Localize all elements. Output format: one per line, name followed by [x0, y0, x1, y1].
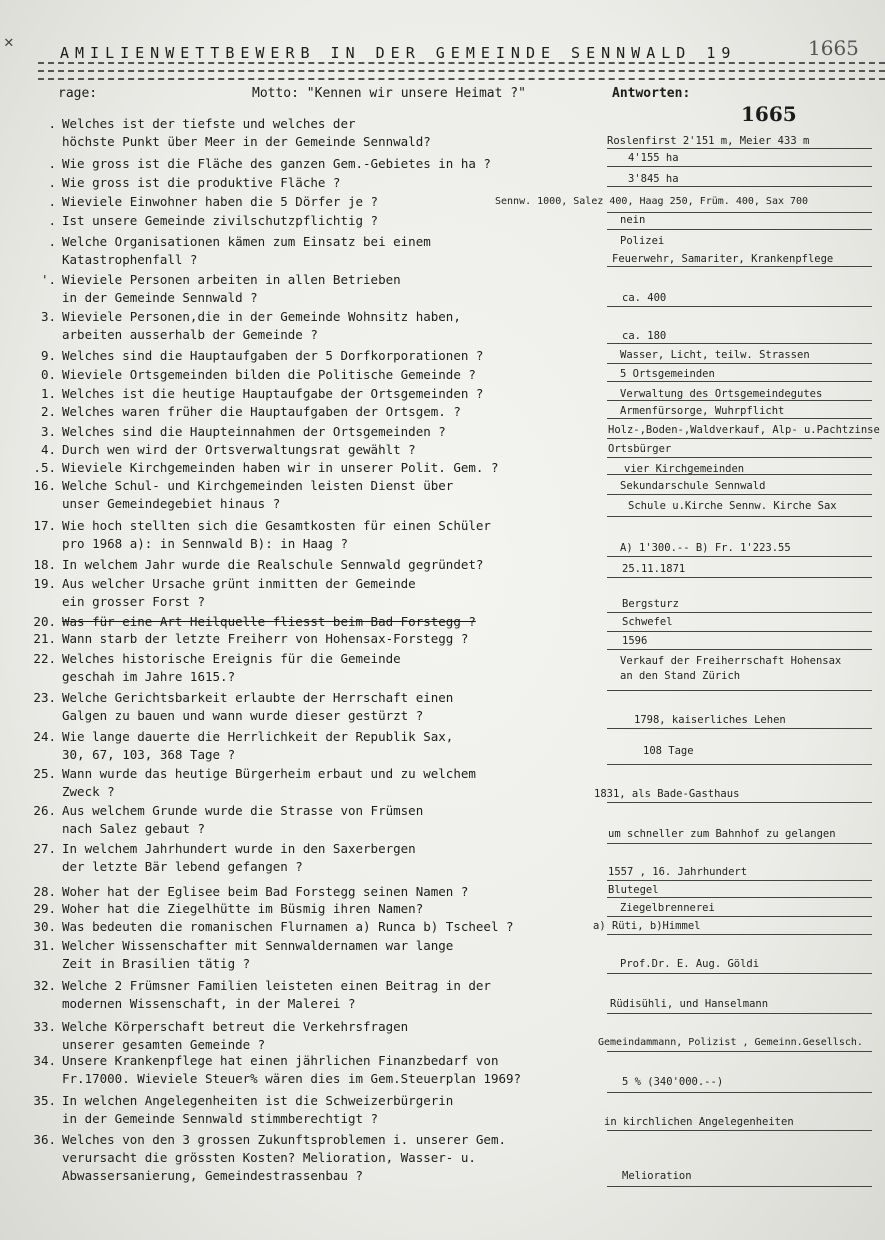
answer-13: Holz-,Boden-,Waldverkauf, Alp- u.Pachtzinse	[608, 424, 880, 436]
answer-line	[607, 649, 872, 650]
question-line: pro 1968 a): in Sennwald B): in Haag ?	[62, 536, 348, 551]
question-text	[62, 918, 602, 936]
answer-15: vier Kirchgemeinden	[624, 463, 745, 475]
answer-5: nein	[620, 214, 646, 226]
question-text	[62, 233, 602, 269]
answer-27: 1557 , 16. Jahrhundert	[608, 866, 748, 878]
question-item	[0, 347, 600, 365]
question-line: höchste Punkt über Meer in der Gemeinde Sennwald?	[62, 134, 431, 149]
answer-20: Schwefel	[622, 616, 673, 628]
antworten-label: Antworten:	[612, 86, 691, 101]
question-item	[0, 937, 600, 973]
question-text	[62, 155, 602, 173]
divider	[38, 78, 885, 80]
answer-7: ca. 400	[622, 292, 667, 304]
question-number: 24.	[33, 729, 56, 744]
question-line: in der Gemeinde Sennwald ?	[62, 290, 258, 305]
answer-line	[607, 556, 872, 557]
question-item	[0, 517, 600, 553]
question-text	[62, 385, 602, 403]
question-line: Aus welchem Grunde wurde die Strasse von Frümsen	[62, 803, 424, 818]
divider	[38, 70, 885, 72]
question-text	[62, 459, 602, 477]
answer-line	[607, 934, 872, 935]
question-number: 20.	[33, 614, 56, 629]
corner-mark: ✕	[4, 32, 14, 51]
question-item	[0, 1092, 600, 1128]
question-line: Galgen zu bauen und wann wurde dieser gestürzt ?	[62, 708, 424, 723]
question-line: Abwassersanierung, Gemeindestrassenbau ?	[62, 1168, 364, 1183]
question-item	[0, 271, 600, 307]
question-item	[0, 630, 600, 648]
question-text	[62, 477, 602, 513]
question-item	[0, 900, 600, 918]
question-text	[62, 689, 602, 725]
question-line: Wie gross ist die Fläche des ganzen Gem.-Gebietes in ha ?	[62, 156, 491, 171]
answer-line	[607, 494, 872, 495]
question-item	[0, 650, 600, 686]
question-number: 34.	[33, 1053, 56, 1068]
question-text	[62, 575, 602, 611]
answer-33: Gemeindammann, Polizist , Gemeinn.Gesellsch.	[598, 1037, 863, 1048]
question-text	[62, 366, 602, 384]
question-item	[0, 441, 600, 459]
form-number: 1665	[741, 102, 797, 126]
question-item	[0, 385, 600, 403]
question-line: Wieviele Ortsgemeinden bilden die Politische Gemeinde ?	[62, 367, 476, 382]
question-text	[62, 403, 602, 421]
answer-17: A) 1'300.-- B) Fr. 1'223.55	[620, 542, 791, 554]
question-number: 16.	[33, 478, 56, 493]
question-number: 29.	[33, 901, 56, 916]
question-item	[0, 918, 600, 936]
question-text	[62, 556, 602, 574]
question-number: 22.	[33, 651, 56, 666]
question-number: 0.	[40, 367, 56, 382]
answer-line	[607, 212, 872, 213]
answer-line	[607, 916, 872, 917]
question-item	[0, 1052, 600, 1088]
question-number: 25.	[33, 766, 56, 781]
question-text	[62, 613, 602, 631]
question-line: Aus welcher Ursache grünt inmitten der Gemeinde	[62, 576, 416, 591]
question-line: Welches sind die Hauptaufgaben der 5 Dorfkorporationen ?	[62, 348, 484, 363]
answer-28: Blutegel	[608, 884, 659, 896]
motto: Motto: "Kennen wir unsere Heimat ?"	[252, 86, 526, 101]
question-text	[62, 1092, 602, 1128]
question-item	[0, 728, 600, 764]
answer-6b: Feuerwehr, Samariter, Krankenpflege	[612, 253, 834, 265]
question-item	[0, 308, 600, 344]
title-number: 1665	[808, 36, 859, 60]
answer-line	[607, 612, 872, 613]
answer-3: 3'845 ha	[628, 173, 679, 185]
answer-line	[607, 363, 872, 364]
question-number: 35.	[33, 1093, 56, 1108]
question-line: Was für eine Art Heilquelle fliesst beim Bad Forstegg ?	[62, 614, 476, 629]
question-text	[62, 728, 602, 764]
answer-4: Sennw. 1000, Salez 400, Haag 250, Früm. 400, Sax 700	[495, 196, 809, 207]
question-item	[0, 613, 600, 631]
answer-23: 1798, kaiserliches Lehen	[634, 714, 786, 726]
question-line: Welches sind die Haupteinnahmen der Ortsgemeinden ?	[62, 424, 446, 439]
question-line: der letzte Bär lebend gefangen ?	[62, 859, 303, 874]
question-line: Wann starb der letzte Freiherr von Hohensax-Forstegg ?	[62, 631, 469, 646]
answer-9: Wasser, Licht, teilw. Strassen	[620, 349, 810, 361]
question-line: Welches waren früher die Hauptaufgaben der Ortsgem. ?	[62, 404, 461, 419]
question-text	[62, 174, 602, 192]
question-text	[62, 900, 602, 918]
question-line: Welcher Wissenschafter mit Sennwaldernamen war lange	[62, 938, 454, 953]
answer-line	[607, 802, 872, 803]
question-line: Wieviele Kirchgemeinden haben wir in unserer Polit. Gem. ?	[62, 460, 499, 475]
question-line: nach Salez gebaut ?	[62, 821, 205, 836]
question-line: Welches ist die heutige Hauptaufgabe der Ortsgemeinden ?	[62, 386, 484, 401]
question-text	[62, 977, 602, 1013]
question-item	[0, 403, 600, 421]
answer-25: 1831, als Bade-Gasthaus	[594, 788, 740, 800]
question-line: Wann wurde das heutige Bürgerheim erbaut und zu welchem	[62, 766, 476, 781]
answer-line	[607, 166, 872, 167]
question-number: .	[48, 175, 56, 190]
question-line: Wieviele Einwohner haben die 5 Dörfer je ?	[62, 194, 379, 209]
question-text	[62, 212, 602, 230]
question-text	[62, 347, 602, 365]
question-line: unserer gesamten Gemeinde ?	[62, 1037, 266, 1052]
question-line: In welchem Jahr wurde die Realschule Sennwald gegründet?	[62, 557, 484, 572]
question-item	[0, 477, 600, 513]
question-line: Was bedeuten die romanischen Flurnamen a) Runca b) Tscheel ?	[62, 919, 514, 934]
answer-26: um schneller zum Bahnhof zu gelangen	[608, 828, 836, 840]
answer-line	[607, 306, 872, 307]
answer-line	[607, 1130, 872, 1131]
question-number: '.	[40, 272, 56, 287]
answer-36: Melioration	[622, 1170, 692, 1182]
answer-line	[607, 880, 872, 881]
question-line: Unsere Krankenpflege hat einen jährlichen Finanzbedarf von	[62, 1053, 499, 1068]
question-item	[0, 765, 600, 801]
question-text	[62, 271, 602, 307]
question-number: 33.	[33, 1019, 56, 1034]
question-line: Welche Schul- und Kirchgemeinden leisten Dienst über	[62, 478, 454, 493]
answer-line	[607, 1051, 872, 1052]
answer-12: Armenfürsorge, Wuhrpflicht	[620, 405, 785, 417]
question-item	[0, 423, 600, 441]
question-line: Woher hat der Eglisee beim Bad Forstegg seinen Namen ?	[62, 884, 469, 899]
question-number: 2.	[40, 404, 56, 419]
question-number: .5.	[33, 460, 56, 475]
question-number: 31.	[33, 938, 56, 953]
question-item	[0, 115, 600, 151]
question-text	[62, 308, 602, 344]
question-line: Welches historische Ereignis für die Gemeinde	[62, 651, 401, 666]
answer-1: Roslenfirst 2'151 m, Meier 433 m	[607, 135, 810, 147]
question-text	[62, 883, 602, 901]
question-text	[62, 937, 602, 973]
question-text	[62, 765, 602, 801]
question-line: Welches ist der tiefste und welches der	[62, 116, 356, 131]
question-line: Wie lange dauerte die Herrlichkeit der Republik Sax,	[62, 729, 454, 744]
question-text	[62, 802, 602, 838]
question-number: 21.	[33, 631, 56, 646]
question-line: Zeit in Brasilien tätig ?	[62, 956, 251, 971]
question-number: .	[48, 116, 56, 131]
question-number: 3.	[40, 309, 56, 324]
question-line: 30, 67, 103, 368 Tage ?	[62, 747, 236, 762]
answer-30: a) Rüti, b)Himmel	[593, 920, 701, 932]
question-line: geschah im Jahre 1615.?	[62, 669, 236, 684]
question-text	[62, 423, 602, 441]
question-number: 17.	[33, 518, 56, 533]
question-line: Wie gross ist die produktive Fläche ?	[62, 175, 341, 190]
question-item	[0, 212, 600, 230]
question-line: Zweck ?	[62, 784, 115, 799]
answer-line	[607, 229, 872, 230]
answer-line	[607, 843, 872, 844]
question-item	[0, 459, 600, 477]
question-number: 32.	[33, 978, 56, 993]
answer-22a: Verkauf der Freiherrschaft Hohensax	[620, 655, 842, 667]
answer-14: Ortsbürger	[608, 443, 672, 455]
answer-34: 5 % (340'000.--)	[622, 1076, 724, 1088]
question-line: in der Gemeinde Sennwald stimmberechtigt ?	[62, 1111, 379, 1126]
question-line: Welche Körperschaft betreut die Verkehrsfragen	[62, 1019, 409, 1034]
question-line: arbeiten ausserhalb der Gemeinde ?	[62, 327, 318, 342]
answer-line	[607, 690, 872, 691]
answer-31: Prof.Dr. E. Aug. Göldi	[620, 958, 760, 970]
answer-line	[607, 438, 872, 439]
question-item	[0, 556, 600, 574]
question-line: Katastrophenfall ?	[62, 252, 198, 267]
answer-16a: Sekundarschule Sennwald	[620, 480, 766, 492]
answer-line	[607, 631, 872, 632]
question-item	[0, 883, 600, 901]
question-item	[0, 233, 600, 269]
question-number: .	[48, 194, 56, 209]
question-line: unser Gemeindegebiet hinaus ?	[62, 496, 281, 511]
question-number: .	[48, 156, 56, 171]
question-number: 18.	[33, 557, 56, 572]
answer-line	[607, 457, 872, 458]
question-line: Ist unsere Gemeinde zivilschutzpflichtig ?	[62, 213, 379, 228]
question-line: Wie hoch stellten sich die Gesamtkosten für einen Schüler	[62, 518, 491, 533]
page-title: AMILIENWETTBEWERB IN DER GEMEINDE SENNWALD 19	[60, 44, 737, 62]
answer-6a: Polizei	[620, 235, 665, 247]
answer-line	[607, 728, 872, 729]
question-line: Welche Gerichtsbarkeit erlaubte der Herrschaft einen	[62, 690, 454, 705]
answer-line	[607, 577, 872, 578]
answer-22b: an den Stand Zürich	[620, 670, 741, 682]
answer-32: Rüdisühli, und Hanselmann	[610, 998, 769, 1010]
answer-10: 5 Ortsgemeinden	[620, 368, 715, 380]
question-text	[62, 840, 602, 876]
question-item	[0, 174, 600, 192]
answer-16b: Schule u.Kirche Sennw. Kirche Sax	[628, 500, 837, 512]
question-number: .	[48, 213, 56, 228]
question-line: Woher hat die Ziegelhütte im Büsmig ihren Namen?	[62, 901, 424, 916]
answer-8: ca. 180	[622, 330, 667, 342]
question-number: 19.	[33, 576, 56, 591]
question-number: 26.	[33, 803, 56, 818]
question-text	[62, 650, 602, 686]
question-item	[0, 1018, 600, 1054]
question-line: Welche Organisationen kämen zum Einsatz bei einem	[62, 234, 431, 249]
question-line: Wieviele Personen,die in der Gemeinde Wohnsitz haben,	[62, 309, 461, 324]
answer-2: 4'155 ha	[628, 152, 679, 164]
answer-line	[607, 764, 872, 765]
question-text	[62, 441, 602, 459]
question-number: 27.	[33, 841, 56, 856]
question-line: ein grosser Forst ?	[62, 594, 205, 609]
answer-18: 25.11.1871	[622, 563, 686, 575]
answer-19: Bergsturz	[622, 598, 679, 610]
question-line: Wieviele Personen arbeiten in allen Betrieben	[62, 272, 401, 287]
answer-21: 1596	[622, 635, 648, 647]
answer-24: 108 Tage	[643, 745, 694, 757]
question-text	[62, 630, 602, 648]
question-number: 1.	[40, 386, 56, 401]
answer-line	[607, 1092, 872, 1093]
question-item	[0, 366, 600, 384]
question-text	[62, 1052, 602, 1088]
question-number: 36.	[33, 1132, 56, 1147]
question-line: Fr.17000. Wieviele Steuer% wären dies im Gem.Steuerplan 1969?	[62, 1071, 522, 1086]
question-line: In welchen Angelegenheiten ist die Schweizerbürgerin	[62, 1093, 454, 1108]
question-item	[0, 802, 600, 838]
answer-29: Ziegelbrennerei	[620, 902, 715, 914]
question-line: modernen Wissenschaft, in der Malerei ?	[62, 996, 356, 1011]
question-number: 30.	[33, 919, 56, 934]
question-item	[0, 155, 600, 173]
divider	[38, 62, 885, 64]
question-item	[0, 689, 600, 725]
answer-line	[607, 1013, 872, 1014]
question-line: verursacht die grössten Kosten? Melioration, Wasser- u.	[62, 1150, 476, 1165]
question-line: Welches von den 3 grossen Zukunftsproblemen i. unserer Gem.	[62, 1132, 507, 1147]
question-number: 9.	[40, 348, 56, 363]
question-text	[62, 1018, 602, 1054]
question-number: 23.	[33, 690, 56, 705]
question-item	[0, 840, 600, 876]
question-line: Welche 2 Frümsner Familien leisteten einen Beitrag in der	[62, 978, 491, 993]
question-text	[62, 1131, 602, 1185]
answer-line	[607, 1186, 872, 1187]
answer-line	[607, 516, 872, 517]
answer-11: Verwaltung des Ortsgemeindegutes	[620, 388, 823, 400]
question-number: 3.	[40, 424, 56, 439]
question-number: .	[48, 234, 56, 249]
question-line: Durch wen wird der Ortsverwaltungsrat gewählt ?	[62, 442, 416, 457]
fragen-label: rage:	[58, 86, 98, 101]
question-text	[62, 517, 602, 553]
question-text	[62, 115, 602, 151]
question-item	[0, 1131, 600, 1185]
answer-line	[607, 973, 872, 974]
question-number: 4.	[40, 442, 56, 457]
question-item	[0, 575, 600, 611]
question-line: In welchem Jahrhundert wurde in den Saxerbergen	[62, 841, 416, 856]
question-number: 28.	[33, 884, 56, 899]
answer-35: in kirchlichen Angelegenheiten	[604, 1116, 794, 1128]
question-item	[0, 977, 600, 1013]
